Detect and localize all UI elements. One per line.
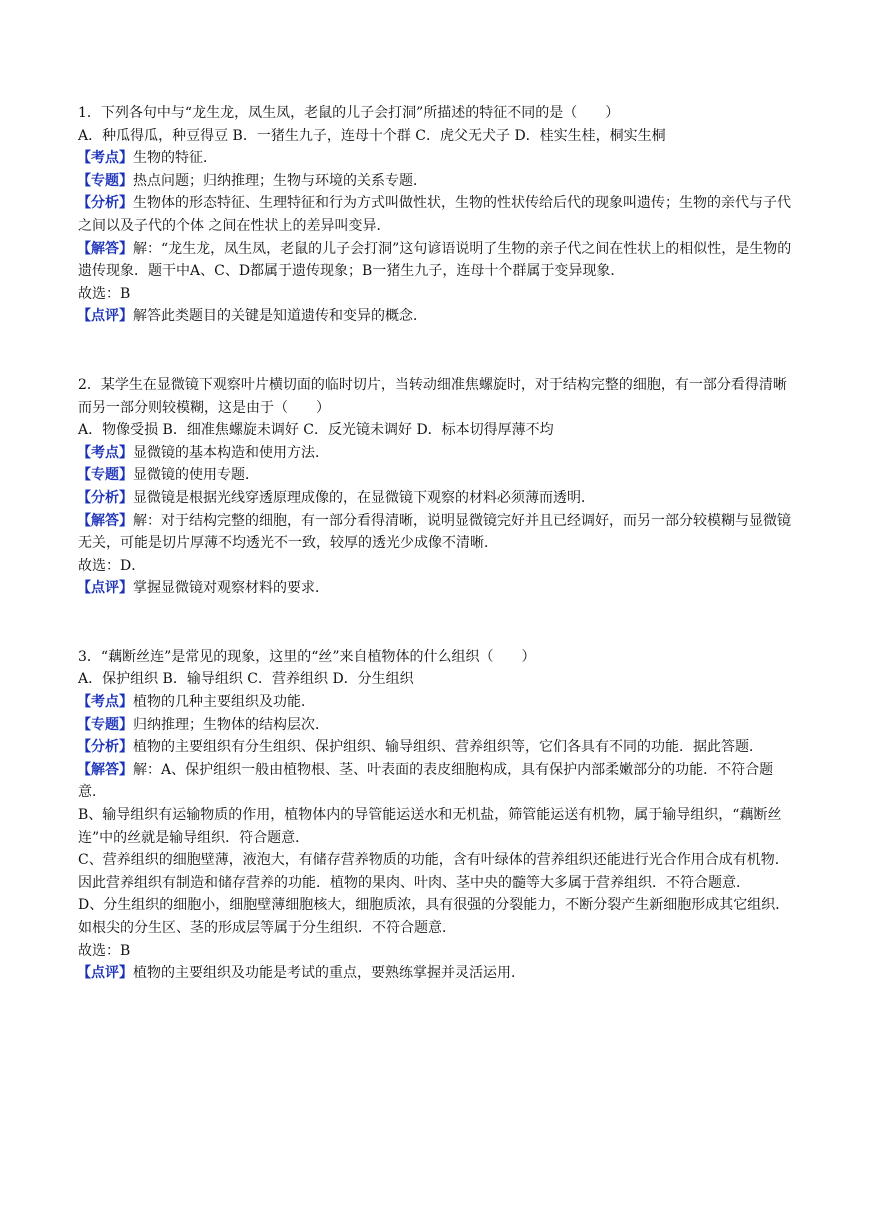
jieda-text: 解：“龙生龙，凤生凤，老鼠的儿子会打洞”这句谚语说明了生物的亲子代之间在性状上的相似性，是生物的遗传现象．题干中A、C、D都属于遗传现象；B一猪生九子，连母十个群属于变异现象． xyxy=(78,240,792,280)
zhuanti-text: 热点问题；归纳推理；生物与环境的关系专题． xyxy=(133,172,427,189)
jieda-text: 解：对于结构完整的细胞，有一部分看得清晰，说明显微镜完好并且已经调好，而另一部分较模糊与显微镜无关，可能是切片厚薄不均透光不一致，较厚的透光少成像不清晰． xyxy=(78,512,791,552)
dianping-section xyxy=(78,962,798,985)
dianping-label: 【点评】 xyxy=(77,580,133,597)
fenxi-section xyxy=(78,487,798,510)
zhuanti-section xyxy=(78,170,798,193)
answer-choice: 故选：B xyxy=(78,942,131,959)
zhuanti-text: 归纳推理；生物体的结构层次． xyxy=(133,716,329,733)
fenxi-text: 植物的主要组织有分生组织、保护组织、输导组织、营养组织等，它们各具有不同的功能．据此答题． xyxy=(133,739,763,756)
kaodian-label: 【考点】 xyxy=(77,150,133,167)
fenxi-label: 【分析】 xyxy=(77,489,133,506)
jieda-text: D、分生组织的细胞小，细胞壁薄细胞核大，细胞质浓，具有很强的分裂能力，不断分裂产生新细胞形成其它组织． 如根尖的分生区、茎的形成层等属于分生组织．不符合题意． xyxy=(78,897,790,936)
zhuanti-section xyxy=(78,464,798,487)
question-stem: 2．某学生在显微镜下观察叶片横切面的临时切片，当转动细准焦螺旋时，对于结构完整的细胞，有一部分看得清晰而另一部分则较模糊，这是由于（ ） xyxy=(78,376,787,416)
jieda-label: 【解答】 xyxy=(77,240,133,257)
question-options: A．种瓜得瓜，种豆得豆 B．一猪生九子，连母十个群 C．虎父无犬子 D．桂实生桂，桐实生桐 xyxy=(78,127,666,144)
kaodian-label: 【考点】 xyxy=(77,694,133,711)
jieda-label: 【解答】 xyxy=(77,512,133,529)
fenxi-text: 显微镜是根据光线穿透原理成像的，在显微镜下观察的材料必须薄而透明． xyxy=(133,489,595,506)
jieda-section xyxy=(78,238,798,283)
zhuanti-section xyxy=(78,714,798,737)
question-1 xyxy=(78,102,798,328)
dianping-label: 【点评】 xyxy=(77,965,133,982)
question-3 xyxy=(78,646,798,985)
fenxi-section xyxy=(78,192,798,237)
dianping-text: 植物的主要组织及功能是考试的重点，要熟练掌握并灵活运用． xyxy=(133,965,525,982)
answer-choice: 故选：D． xyxy=(78,557,146,574)
kaodian-text: 生物的特征． xyxy=(133,150,217,167)
fenxi-label: 【分析】 xyxy=(77,739,133,756)
question-2 xyxy=(78,374,798,600)
jieda-section xyxy=(78,759,798,804)
dianping-label: 【点评】 xyxy=(77,308,133,325)
jieda-label: 【解答】 xyxy=(77,761,133,778)
jieda-text: 解：A、保护组织一般由植物根、茎、叶表面的表皮细胞构成，具有保护内部柔嫩部分的功能．不符合题意． xyxy=(78,761,774,801)
question-options: A．保护组织 B．输导组织 C．营养组织 D．分生组织 xyxy=(78,671,414,688)
jieda-section xyxy=(78,510,798,555)
question-stem: 3．“藕断丝连”是常见的现象，这里的“丝”来自植物体的什么组织（ ） xyxy=(78,648,536,665)
kaodian-text: 显微镜的基本构造和使用方法． xyxy=(133,444,329,461)
fenxi-section xyxy=(78,736,798,759)
jieda-text: C、营养组织的细胞壁薄，液泡大，有储存营养物质的功能，含有叶绿体的营养组织还能进行光合作用合成有机物．因此营养组织有制造和储存营养的功能．植物的果肉、叶肉、茎中央的髓等大多属于营养组织．不符合题意． xyxy=(78,852,789,891)
zhuanti-label: 【专题】 xyxy=(77,172,133,189)
page-content xyxy=(78,102,798,985)
question-stem: 1．下列各句中与“龙生龙，凤生凤，老鼠的儿子会打洞”所描述的特征不同的是（ ） xyxy=(78,105,620,121)
kaodian-label: 【考点】 xyxy=(77,444,133,461)
jieda-text: B、输导组织有运输物质的作用，植物体内的导管能运送水和无机盐，筛管能运送有机物，属于输导组织，“藕断丝连”中的丝就是输导组织．符合题意． xyxy=(78,807,782,846)
answer-choice: 故选：B xyxy=(78,285,131,302)
zhuanti-text: 显微镜的使用专题． xyxy=(133,467,259,484)
dianping-section xyxy=(78,577,798,600)
zhuanti-label: 【专题】 xyxy=(77,716,133,733)
kaodian-section xyxy=(78,147,798,170)
question-options: A．物像受损 B．细准焦螺旋未调好 C．反光镜未调好 D．标本切得厚薄不均 xyxy=(78,422,554,439)
fenxi-label: 【分析】 xyxy=(77,195,133,212)
kaodian-text: 植物的几种主要组织及功能． xyxy=(133,694,315,711)
dianping-section xyxy=(78,305,798,328)
zhuanti-label: 【专题】 xyxy=(77,467,133,484)
kaodian-section xyxy=(78,442,798,465)
fenxi-text: 生物体的形态特征、生理特征和行为方式叫做性状，生物的性状传给后代的现象叫遗传；生物的亲代与子代之间以及子代的个体 之间在性状上的差异叫变异． xyxy=(78,195,791,234)
dianping-text: 解答此类题目的关键是知道遗传和变异的概念． xyxy=(133,308,427,325)
kaodian-section xyxy=(78,691,798,714)
dianping-text: 掌握显微镜对观察材料的要求． xyxy=(133,580,329,597)
